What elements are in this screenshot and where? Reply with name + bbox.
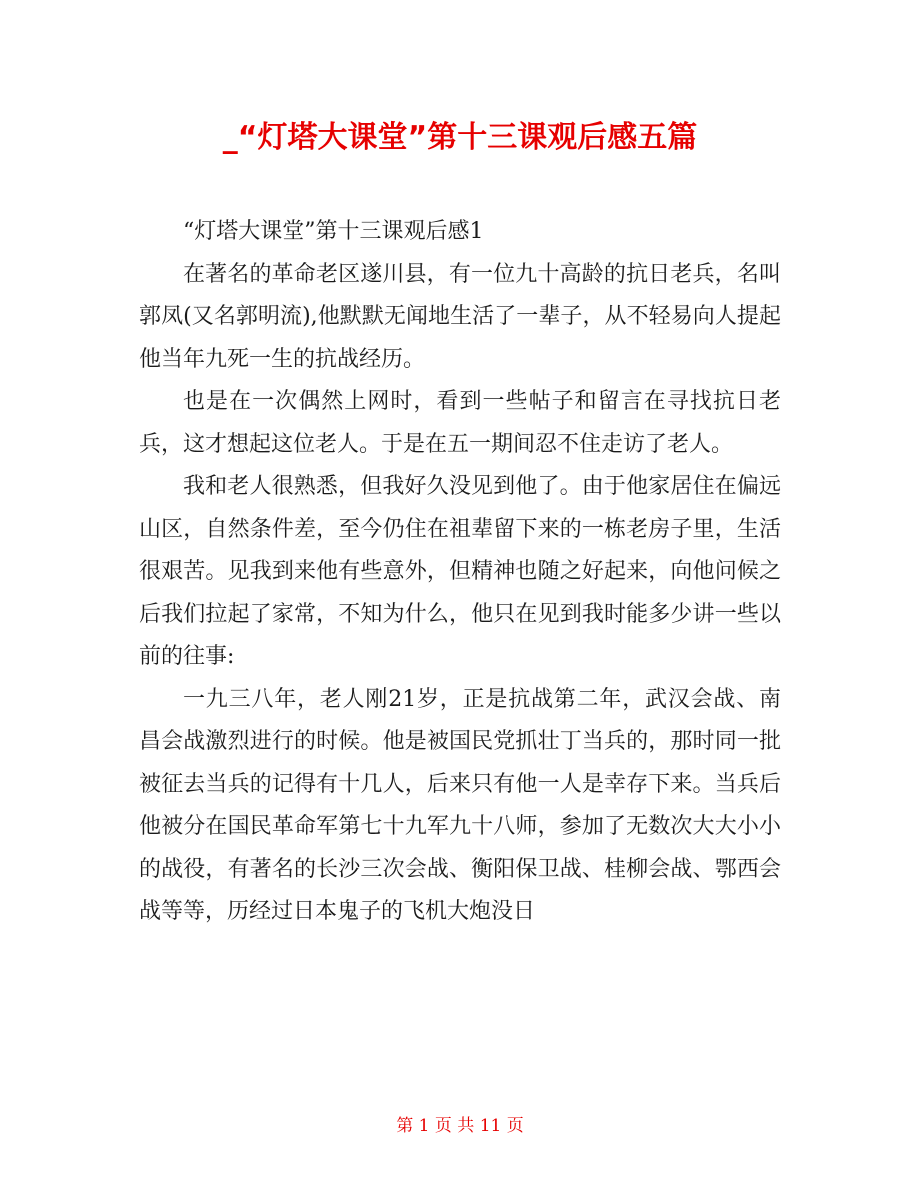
body-paragraph: 一九三八年，老人刚21岁，正是抗战第二年，武汉会战、南昌会战激烈进行的时候。他是被国民党抓壮丁当兵的，那时同一批被征去当兵的记得有十几人，后来只有他一人是幸存下来。当兵后他被分在国民革命军第七十九军九十八师，参加了无数次大大小小的战役，有著名的长沙三次会战、衡阳保卫战、桂柳会战、鄂西会战等等，历经过日本鬼子的飞机大炮没日 <box>139 686 781 924</box>
body-paragraph: 也是在一次偶然上网时，看到一些帖子和留言在寻找抗日老兵，这才想起这位老人。于是在五一期间忍不住走访了老人。 <box>139 389 781 457</box>
body-paragraph: 我和老人很熟悉，但我好久没见到他了。由于他家居住在偏远山区，自然条件差，至今仍住在祖辈留下来的一栋老房子里，生活很艰苦。见我到来他有些意外，但精神也随之好起来，向他问候之后我们拉起了家常，不知为什么，他只在见到我时能多少讲一些以前的往事: <box>139 474 781 669</box>
page-number-footer: 第 1 页 共 11 页 <box>396 1116 524 1136</box>
page-title: _“灯塔大课堂”第十三课观后感五篇 <box>222 120 698 155</box>
section-heading: “灯塔大课堂”第十三课观后感1 <box>183 219 484 244</box>
document-body <box>139 211 781 934</box>
body-paragraph: 在著名的革命老区遂川县，有一位九十高龄的抗日老兵，名叫郭凤(又名郭明流),他默默无闻地生活了一辈子，从不轻易向人提起他当年九死一生的抗战经历。 <box>139 261 781 372</box>
